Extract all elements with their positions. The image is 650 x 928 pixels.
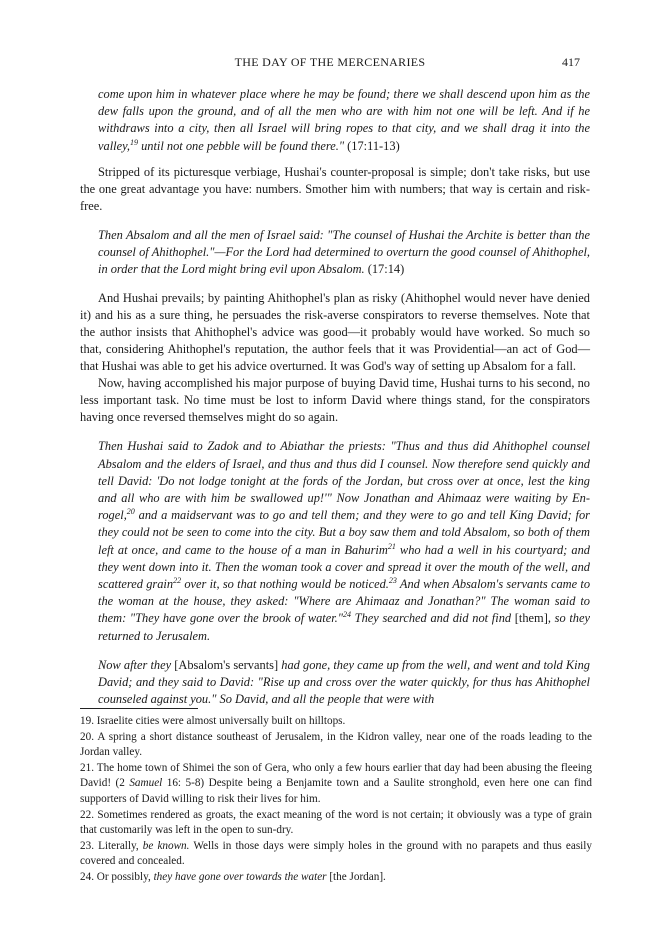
paragraph-3: Now, having accomplished his major purpose of buying David time, Hushai turns to his second, no less important task. No time must be lost to inform David where things stand, for the conspirators having once reversed themselves might do so again. [80,376,590,425]
quote-text: They searched and did not find [350,611,515,626]
book-title: Samuel [129,777,163,790]
footnote-21 [80,761,592,808]
paragraph-1: Stripped of its picturesque verbiage, Hushai's counter-proposal is simple; don't take risks, but use the one great advantage you have: numbers. Smother him with numbers; that way is certain and risk-free. [80,164,590,213]
quotation-3 [80,438,590,644]
quotation-1 [80,86,590,155]
running-title: THE DAY OF THE MERCENARIES [234,55,426,69]
quotation-2 [80,227,590,279]
footnote-emphasis: they have gone over towards the water [153,870,327,883]
quote-text: who had a well in his courtyard; and they went down into it. Then the woman took a cover and spread it over the mouth of the well, and scattered grain [98,542,590,592]
footnote-ref: 23 [388,575,397,585]
main-text [80,86,590,708]
quotation-4 [80,657,590,709]
editorial-insertion: [them] [514,611,548,626]
footnote-ref: 19 [130,137,138,147]
footnote-23 [80,839,592,870]
quote-text: Then Hushai said to Zadok and to Abiathar the priests: "Thus and thus did Ahithophel counsel Absalom and the elders of Israel, and thus and thus did I counsel. Now therefore send quickly and tell David: 'Do not lodge tonight at the fords of the Jordan, but cross over at once, lest the king and all who are with him be swallowed up!'" Now Jonathan and Ahimaaz were waiting by En-rogel, [98,439,590,523]
editorial-insertion: [Absalom's servants] [174,657,279,672]
footnote-text: 16: 5-8) Despite being a Benjamite town and a Saulite stronghold, even here one can find supporters of David willing to risk their lives for him. [80,777,592,805]
footnote-text: 23. Literally, [80,839,143,852]
footnote-text: 21. The home town of Shimei the son of Gera, who only a few hours earlier that day had been abusing the fleeing David! (2 [80,761,592,790]
quote-text: Now after they [98,657,175,672]
quote-text: over it, so that nothing would be noticed. [181,577,389,592]
footnote-ref: 21 [387,541,396,551]
verse-reference: (17:14) [364,262,405,277]
quote-text: Then Absalom and all the men of Israel said: "The counsel of Hushai the Archite is better than the counsel of Ahithophel."—For the Lord had determined to overturn the good counsel of Ahithophel, in order that the Lord might bring evil upon Absalom. [98,227,590,277]
page-number: 417 [562,55,580,69]
paragraph-2: And Hushai prevails; by painting Ahithophel's plan as risky (Ahithophel would never have denied it) and his as a sure thing, he persuades the risk-averse conspirators to reverse themselves. Note that the author insists that Ahithophel's advice was good—it probably would have worked. So much so that, considering Ahithophel's reputation, the author feels that it was Providential—an act of God—that Hushai was able to get his advice overturned. It was God's way of setting up Absalom for a fall. [80,291,590,374]
footnote-text: 24. Or possibly, [80,870,154,883]
footnote-text: Wells in those days were simply holes in the ground with no parapets and thus easily covered and concealed. [80,839,592,868]
footnote-20: 20. A spring a short distance southeast of Jerusalem, in the Kidron valley, near one of the roads leading to the Jordan valley. [80,730,592,759]
footnote-24 [80,870,592,886]
footnote-ref: 20 [126,507,135,517]
quote-text: had gone, they came up from the well, and went and told King David; and they said to David: "Rise up and cross over the water quickly, for thus has Ahithophel counseled against you." So David, and all the people that were with [98,657,590,707]
footnote-separator [80,708,198,709]
quote-text: And when Absalom's servants came to the woman at the house, they asked: "Where are Ahimaaz and Jonathan?" The woman said to them: "They have gone over the brook of water." [98,577,591,626]
running-header [80,55,580,71]
verse-reference: (17:11-13) [344,138,400,153]
footnote-ref: 24 [342,610,351,620]
footnote-19: 19. Israelite cities were almost universally built on hilltops. [80,715,346,727]
quote-text: , so they returned to Jerusalem. [98,611,590,643]
footnote-emphasis: be known. [142,839,190,852]
quote-text: until not one pebble will be found there." [138,138,345,153]
footnote-text: [the Jordan]. [326,870,386,883]
footnote-22: 22. Sometimes rendered as groats, the exact meaning of the word is not certain; it obviously was a type of grain that customarily was left in the open to sun-dry. [80,808,592,837]
quote-text: and a maidservant was to go and tell them; and they were to go and tell King David; for they could not be seen to come into the city. But a boy saw them and told Absalom, so both of them left at once, and came to the house of a man in Bahurim [98,508,590,557]
footnotes [80,714,592,886]
footnote-ref: 22 [173,575,182,585]
quote-text: come upon him in whatever place where he may be found; there we shall descend upon him as the dew falls upon the ground, and of all the men who are with him not one will be left. And if he withdraws into a city, then all Israel will bring ropes to that city, and we shall drag it into the valley, [98,87,590,153]
